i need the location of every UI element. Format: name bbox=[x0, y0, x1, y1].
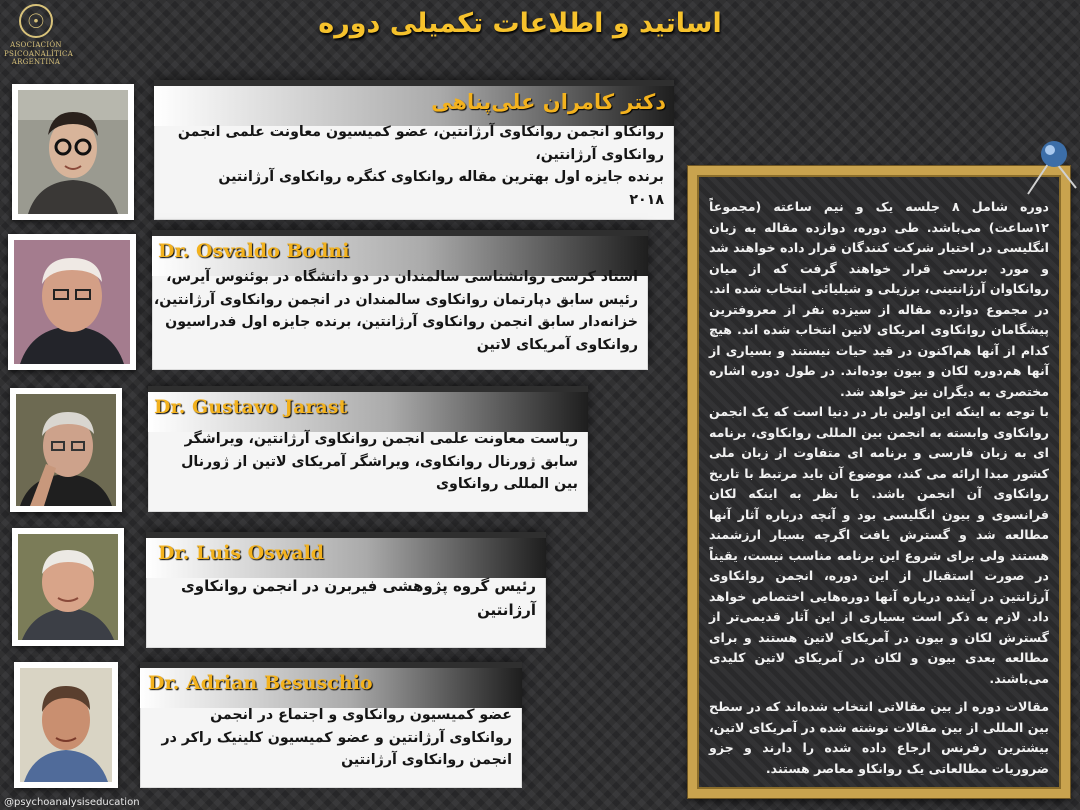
speaker-description: روانکاو انجمن روانکاوی آرژانتین، عضو کمیسیون معاونت علمی انجمن روانکاوی آرژانتین، برنده جایزه اول بهترین مقاله روانکاوی کنگره روانکاوی آرژانتین ۲۰۱۸ bbox=[177, 124, 664, 208]
speaker-photo bbox=[8, 234, 136, 370]
speaker-card bbox=[148, 392, 588, 512]
speaker-portrait-image bbox=[20, 668, 112, 782]
speaker-card bbox=[140, 668, 522, 788]
speaker-name: Dr. Gustavo Jarast bbox=[154, 396, 348, 418]
push-pin-icon bbox=[1018, 138, 1078, 198]
course-info-panel bbox=[688, 166, 1070, 798]
course-info-text bbox=[709, 197, 1049, 779]
info-paragraph: دوره شامل ۸ جلسه یک و نیم ساعته (مجموعاً ۱۲ساعت) می‌باشد. طی دوره، دوازده مقاله به زبان انگلیسی در اختیار شرکت کنندگان قرار داده خواهند شد و مورد بررسی قرار خواهند گرفت که از میان روانکاوان آرژانتینی، برزیلی و شیلیائی انتخاب شده اند. در مجموع دوازده مقاله از سیزده نفر از معروفترین پیشگامان روانکاوی امریکای لاتین انتخاب شده اند. هیچ کدام از آنها هم‌اکنون در قید حیات نیستند و بسیاری از آنها هم‌دوره لکان و بیون بوده‌اند. در طول دوره اشاره مختصری به دیگران نیز خواهد شد. bbox=[709, 199, 1049, 399]
speaker-portrait-image bbox=[16, 394, 116, 506]
info-paragraph: مقالات دوره از بین مقالاتی انتخاب شده‌اند که در سطح بین المللی از بین مقالات نوشته شده در آمریکای لاتین، بیشترین رفرنس ارجاع داده شده را دارند و جزو ضروریات مطالعاتی یک روانکاو معاصر هستند. bbox=[709, 699, 1049, 776]
speaker-photo bbox=[14, 662, 118, 788]
speaker-portrait-image bbox=[18, 534, 118, 640]
speaker-card bbox=[154, 86, 674, 220]
speaker-description: عضو کمیسیون روانکاوی و اجتماع در انجمن روانکاوی آرژانتین و عضو کمیسیون کلینیک راکر در انجمن روانکاوی آرژانتین bbox=[161, 707, 512, 768]
logo-emblem-icon: ☉ bbox=[19, 4, 53, 38]
speaker-description: ریاست معاونت علمی انجمن روانکاوی آرژانتین، ویراشگر سابق ژورنال روانکاوی، ویراشگر آمریکای لاتین از ژورنال بین المللی روانکاوی bbox=[181, 431, 578, 492]
speaker-photo bbox=[12, 84, 134, 220]
speaker-name: Dr. Luis Oswald bbox=[158, 542, 325, 564]
speaker-description: رئیس گروه پژوهشی فیربرن در انجمن روانکاوی آرژانتین bbox=[181, 577, 536, 619]
speaker-description: استاد کرسی روانشناسی سالمندان در دو دانشگاه در بوئنوس آیرس، رئیس سابق دپارتمان روانکاوی سالمندان در انجمن روانکاوی آرژانتین، خزانه‌دار سابق انجمن روانکاوی آرژانتین، برنده جایزه اول فدراسیون روانکاوی آمریکای لاتین bbox=[153, 269, 638, 353]
info-paragraph: با توجه به اینکه این اولین بار در دنیا است که یک انجمن روانکاوی وابسته به انجمن بین المللی روانکاوی، برنامه ای به زبان فارسی و برنامه ای متفاوت از زبان ملی کشور مبدا ارائه می کند، موضوع آن باید مرتبط با تاریخ روانکاوی آن انجمن باشد. با نظر به اینکه لکان فرانسوی و بیون انگلیسی بود و آنچه درباره آثار آنها مطالعه شد و گسترش یافت اگرچه بسیار ارزشمند هستند ولی برای شروع این برنامه مناسب نیست، یقیناً در صورت استقبال از این دوره، انجمن روانکاوی آرژانتین در آینده درباره آنها دوره‌هایی اختصاص خواهد داد. لازم به ذکر است بسیاری از این آثار قدیمی‌تر از گسترش لکان و بیون در آمریکای لاتین هستند و برای مطالعه بعدی بیون و لکان در آمریکای لاتین کلیدی می‌باشند. bbox=[709, 404, 1049, 686]
speaker-name: Dr. Adrian Besuschio bbox=[148, 672, 373, 694]
speaker-photo bbox=[10, 388, 122, 512]
logo-text: ASOCIACIÓN PSICOANALÍTICA ARGENTINA bbox=[4, 41, 74, 66]
speaker-photo bbox=[12, 528, 124, 646]
speaker-name: Dr. Osvaldo Bodni bbox=[158, 240, 350, 262]
social-handle: @psychoanalysiseducation bbox=[4, 797, 140, 808]
speaker-portrait-image bbox=[18, 90, 128, 214]
speaker-name: دکتر کامران علی‌پناهی bbox=[431, 90, 666, 114]
speaker-card bbox=[152, 236, 648, 370]
speaker-portrait-image bbox=[14, 240, 130, 364]
association-logo bbox=[4, 4, 74, 67]
speaker-card bbox=[146, 538, 546, 648]
page-title: اساتید و اطلاعات تکمیلی دوره bbox=[318, 8, 722, 39]
